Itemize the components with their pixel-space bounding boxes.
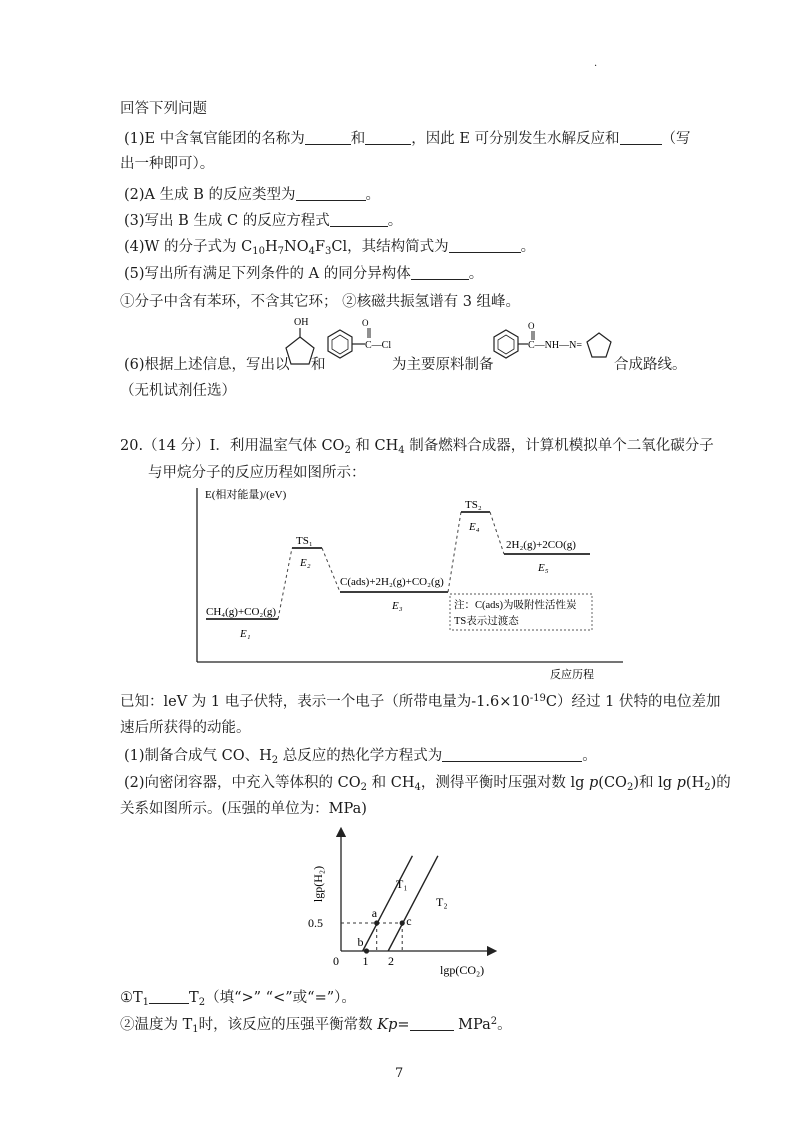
- path-1: [278, 548, 292, 619]
- q3-line: (3)写出 B 生成 C 的反应方程式 。: [124, 213, 403, 229]
- point-a: [374, 920, 379, 925]
- point-c: [400, 920, 405, 925]
- level-final-label: 2H₂(g)+2CO(g): [506, 539, 576, 551]
- conditions-line: ①分子中含有苯环，不含其它环； ②核磁共振氢谱有 3 组峰。: [120, 294, 521, 310]
- target-product-structure: [490, 320, 614, 370]
- s2-line: ②温度为 $T_1$时，该反应的压强平衡常数 Kp= MPa$^2$。: [120, 1016, 512, 1035]
- lgp-y-label: lgp(H₂): [311, 865, 325, 903]
- q1-line-2: 出一种即可）。: [120, 156, 215, 172]
- path-3: [448, 512, 461, 592]
- q4-line: (4)W 的分子式为 $C_{10}H_7NO_4F_3Cl$，其结构简式为 。: [124, 239, 536, 257]
- point-b: [364, 948, 369, 953]
- ts1-label: TS₁: [296, 535, 313, 547]
- level-intermediate-label: C(ads)+2H₂(g)+CO₂(g): [340, 576, 444, 588]
- p1-line: (1)制备合成气 CO、$H_2$ 总反应的热化学方程式为 。: [124, 748, 597, 766]
- e5-label: E₅: [538, 562, 549, 574]
- point-label-a: a: [371, 906, 378, 920]
- e3-label: E₃: [392, 600, 403, 612]
- note-line-1: 注：C(ads)为吸附性活性炭: [454, 600, 577, 611]
- intro-text: 回答下列问题: [120, 101, 207, 117]
- e2-label: E₂: [300, 557, 311, 569]
- energy-x-label: 反应历程: [550, 669, 594, 681]
- header-mark: .: [594, 58, 598, 69]
- lgp-x-label: lgp(CO₂): [440, 963, 485, 977]
- amide-label: C—NH—N=: [528, 340, 582, 351]
- q6-text-d: 合成路线。: [614, 357, 687, 373]
- q20-line-1: 20.（14 分）I．利用温室气体 $CO_2$ 和 $CH_4$ 制备燃料合成器，计算机模拟单个二氧化碳分子: [120, 438, 714, 456]
- known-line-1: 已知：leV 为 1 电子伏特，表示一个电子（所带电量为$-1.6\times 10^{-19}C$）经过 1 伏特的电位差加: [120, 693, 721, 710]
- q6-text-c: 为主要原料制备: [392, 357, 494, 373]
- series-line-1: [363, 856, 413, 951]
- path-2: [322, 548, 340, 592]
- ccl-label: C—Cl: [365, 340, 392, 351]
- p2-line-2: 关系如图所示。(压强的单位为：MPa): [120, 801, 367, 817]
- e4-label: E₄: [469, 521, 480, 533]
- point-label-b: b: [357, 935, 364, 949]
- series-line-2: [388, 856, 438, 951]
- series-label-t1: T₁: [396, 877, 408, 891]
- p2-line-1: (2)向密闭容器，中充入等体积的 $CO_2$ 和 $CH_4$，测得平衡时压强对数 $\lg p(CO_2)$和 $\lg p(H_2)$的: [124, 775, 731, 793]
- q6-text-a: (6)根据上述信息，写出以: [124, 357, 290, 373]
- q2-line: (2)A 生成 B 的反应类型为 。: [124, 187, 380, 203]
- carbonyl-o-label: O: [362, 318, 369, 328]
- level-initial-label: CH₄(g)+CO₂(g): [206, 606, 277, 618]
- q20-line-2: 与甲烷分子的反应历程如图所示：: [148, 465, 366, 481]
- x-tick-2: 2: [388, 954, 394, 968]
- benzoyl-chloride-structure: [322, 316, 392, 368]
- energy-profile-diagram: [180, 484, 640, 682]
- x-tick-0: 0: [333, 954, 339, 968]
- amide-o-label: O: [528, 321, 535, 331]
- energy-y-label: E(相对能量)/(eV): [205, 489, 287, 501]
- known-line-2: 速后所获得的动能。: [120, 720, 251, 736]
- ts2-label: TS₂: [465, 499, 482, 511]
- oh-label: OH: [294, 317, 309, 328]
- lgp-chart: [300, 826, 520, 982]
- e1-label: E₁: [240, 628, 251, 640]
- q5-line: (5)写出所有满足下列条件的 A 的同分异构体 。: [124, 266, 484, 282]
- y-tick-0-5: 0.5: [308, 916, 323, 930]
- q1-line: (1)E 中含氧官能团的名称为 和 ，因此 E 可分别发生水解反应和 （写: [124, 131, 691, 147]
- note-line-2: TS表示过渡态: [454, 616, 519, 627]
- point-label-c: c: [406, 914, 412, 928]
- page-number: 7: [395, 1066, 404, 1081]
- series-label-t2: T₂: [436, 895, 448, 909]
- x-tick-1: 1: [362, 954, 369, 968]
- q6-text-b: 和: [311, 357, 326, 373]
- s1-line: $①T_1$ $T_2$（填“>” “<”或“=”）。: [120, 990, 356, 1008]
- path-4: [490, 512, 504, 554]
- q6-text-e: （无机试剂任选）: [120, 383, 236, 399]
